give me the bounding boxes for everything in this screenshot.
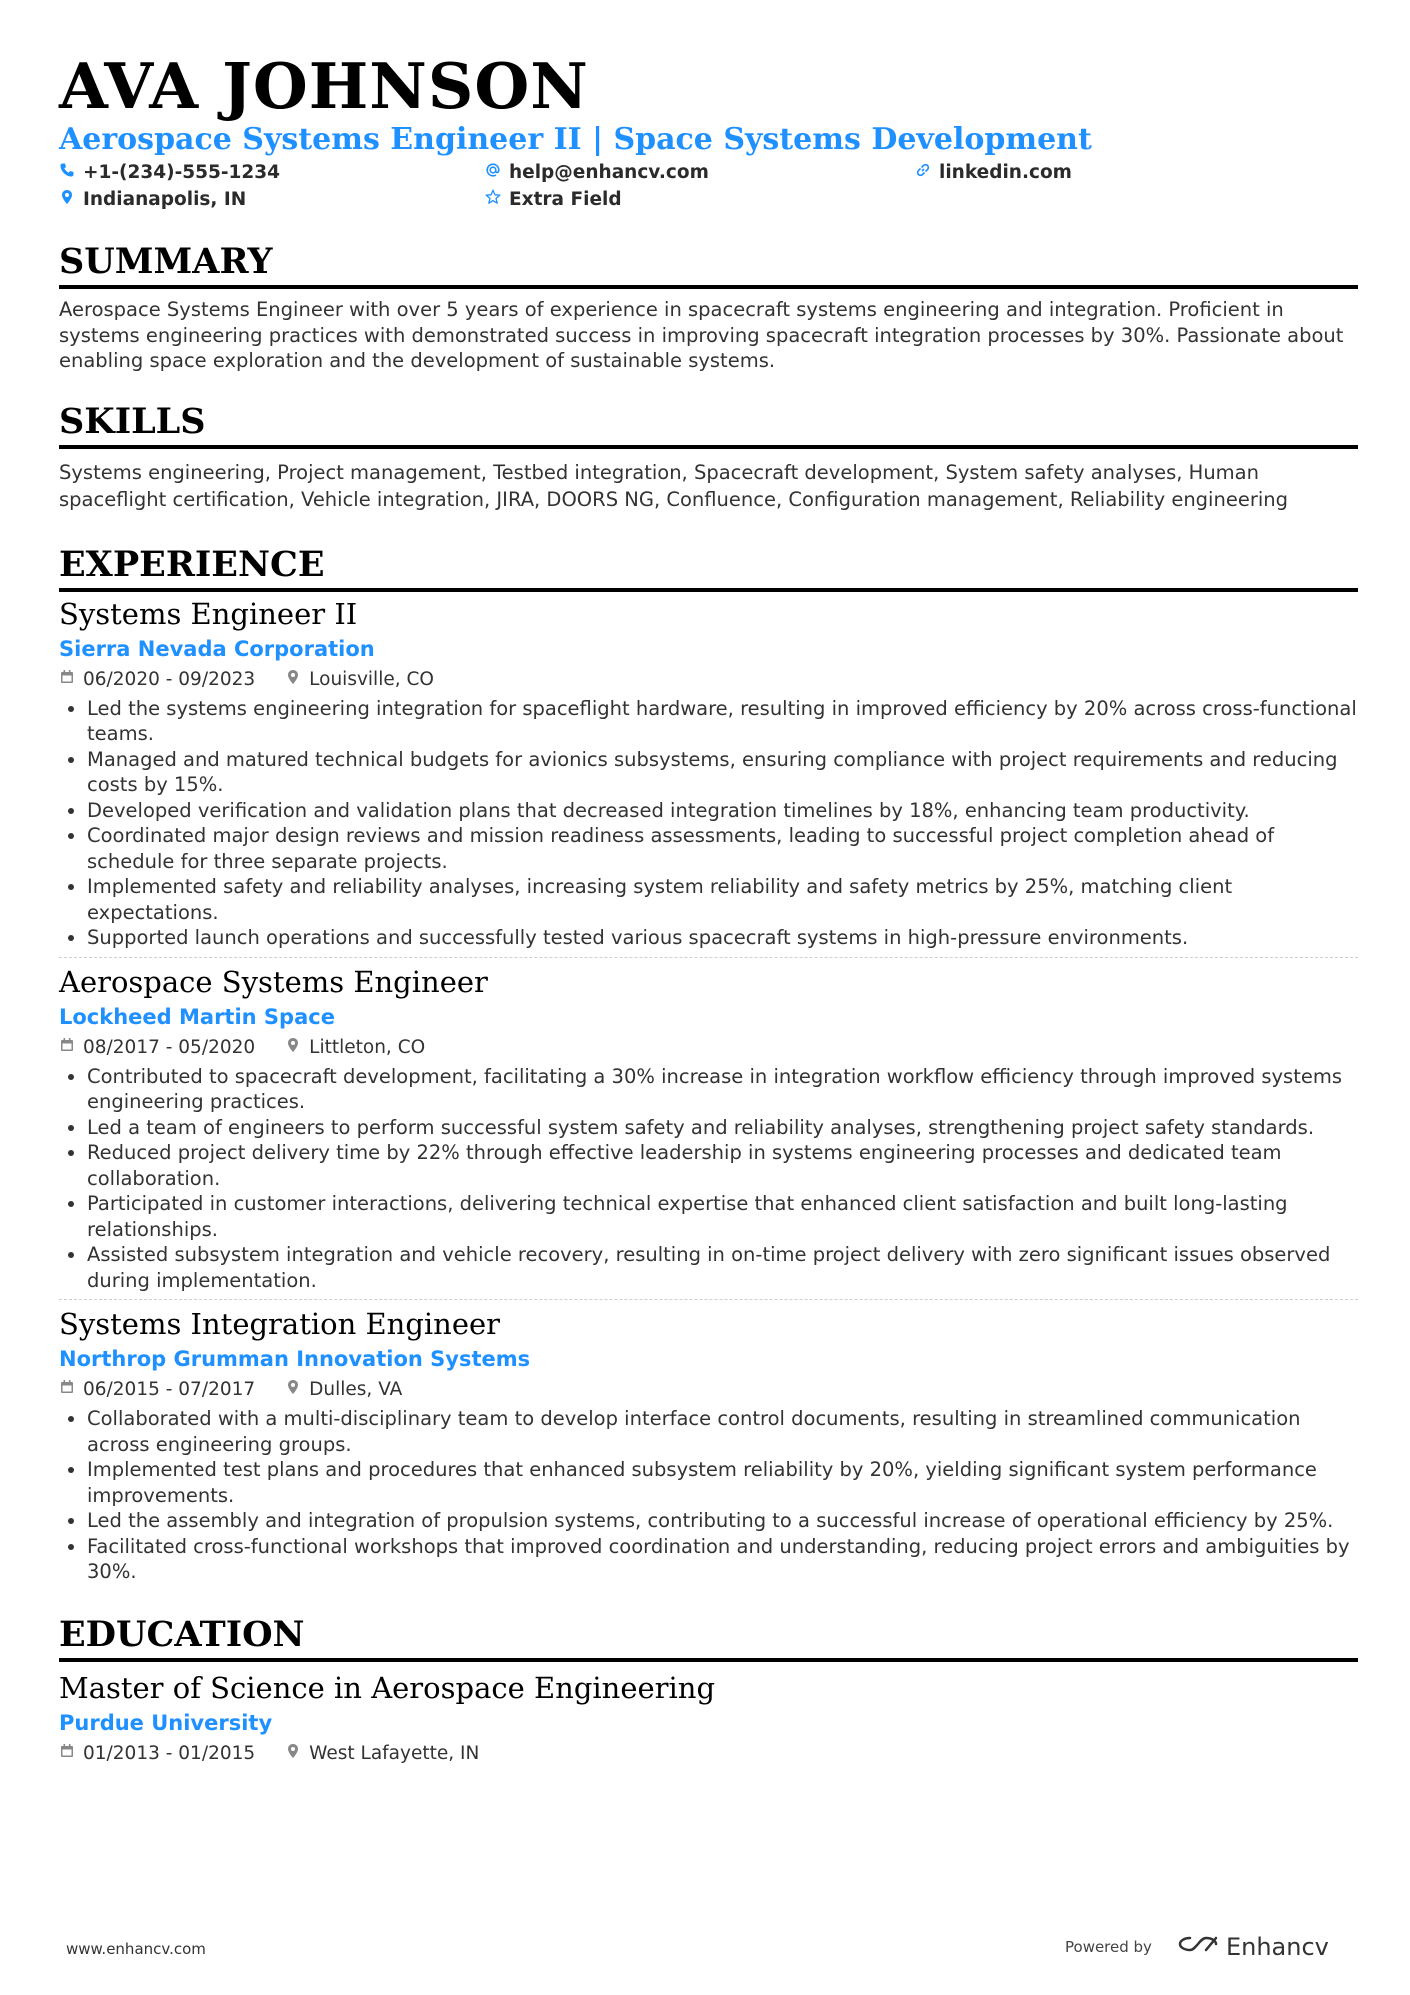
job-divider xyxy=(59,1299,1358,1300)
brand-text: Enhancv xyxy=(1225,1933,1329,1961)
calendar-icon xyxy=(59,666,75,694)
job-company[interactable]: Lockheed Martin Space xyxy=(59,1004,335,1029)
phone-text: +1-(234)-555-1234 xyxy=(83,162,281,183)
candidate-name: AVA JOHNSON xyxy=(59,49,589,123)
education-dates xyxy=(59,1740,255,1768)
bullet-item: • Led a team of engineers to perform successful system safety and reliability analyses, strengthening project safety standards. xyxy=(87,1115,1358,1141)
job-dates xyxy=(59,1034,255,1062)
job-role: Systems Engineer II xyxy=(59,596,358,631)
bullet-item: • Facilitated cross-functional workshops that improved coordination and understanding, reducing project errors and ambiguities by 30%. xyxy=(87,1534,1358,1585)
brand xyxy=(1176,1932,1329,1962)
skills-heading: SKILLS xyxy=(59,400,1358,449)
job-meta xyxy=(59,666,1358,694)
skills-section xyxy=(59,400,1358,513)
experience-heading: EXPERIENCE xyxy=(59,543,1358,592)
footer-website[interactable]: www.enhancv.com xyxy=(66,1940,206,1958)
bullet-item: • Implemented safety and reliability analyses, increasing system reliability and safety metrics by 25%, matching client expectations. xyxy=(87,874,1358,925)
bullet-item: • Coordinated major design reviews and mission readiness assessments, leading to successful project completion ahead of schedule for three separate projects. xyxy=(87,823,1358,874)
candidate-title: Aerospace Systems Engineer II | Space Systems Development xyxy=(59,122,1092,157)
education-school[interactable]: Purdue University xyxy=(59,1710,273,1735)
calendar-icon xyxy=(59,1740,75,1768)
job-location xyxy=(285,1034,425,1062)
contact-info xyxy=(59,162,1358,220)
location-pin-icon xyxy=(285,1034,301,1062)
extra-text: Extra Field xyxy=(509,189,622,210)
link-icon xyxy=(915,162,931,183)
summary-text: Aerospace Systems Engineer with over 5 years of experience in spacecraft systems engineering and integration. Proficient in systems engineering practices with demonstrated success in improving spacecraft integration processes by 30%. Passionate about enabling space exploration and the development of sustainable systems. xyxy=(59,298,1344,372)
job-role: Aerospace Systems Engineer xyxy=(59,964,488,999)
bullet-item: • Managed and matured technical budgets for avionics subsystems, ensuring compliance with project requirements and reducing costs by 15%. xyxy=(87,747,1358,798)
job-dates-text: 08/2017 - 05/2020 xyxy=(83,1036,256,1058)
contact-linkedin[interactable] xyxy=(915,162,1072,183)
contact-phone[interactable] xyxy=(59,162,280,183)
powered-by-label: Powered by xyxy=(1065,1938,1152,1956)
calendar-icon xyxy=(59,1376,75,1404)
contact-email[interactable] xyxy=(485,162,709,183)
education-dates-text: 01/2013 - 01/2015 xyxy=(83,1742,256,1764)
bullet-item: • Developed verification and validation plans that decreased integration timelines by 18%, enhancing team productivity. xyxy=(87,798,1358,824)
job-location-text: Louisville, CO xyxy=(309,668,434,690)
job-meta xyxy=(59,1034,1358,1062)
bullet-item: • Participated in customer interactions, delivering technical expertise that enhanced client satisfaction and built long-lasting relationships. xyxy=(87,1191,1358,1242)
linkedin-text: linkedin.com xyxy=(939,162,1072,183)
job-company[interactable]: Sierra Nevada Corporation xyxy=(59,636,375,661)
bullet-item: • Assisted subsystem integration and vehicle recovery, resulting in on-time project delivery with zero significant issues observed during implementation. xyxy=(87,1242,1358,1293)
job-dates-text: 06/2020 - 09/2023 xyxy=(83,668,256,690)
education-location xyxy=(285,1740,479,1768)
at-icon xyxy=(485,162,501,183)
experience-section xyxy=(59,543,1358,1585)
location-pin-icon xyxy=(285,1740,301,1768)
job-role: Systems Integration Engineer xyxy=(59,1307,501,1341)
job-entry xyxy=(59,1306,1358,1585)
job-bullets xyxy=(59,1064,1358,1294)
location-pin-icon xyxy=(285,1376,301,1404)
education-location-text: West Lafayette, IN xyxy=(309,1742,480,1764)
summary-section xyxy=(59,240,1358,374)
job-location xyxy=(285,666,434,694)
job-bullets xyxy=(59,696,1358,951)
education-meta xyxy=(59,1740,1358,1768)
job-location xyxy=(285,1376,402,1404)
bullet-item: • Led the assembly and integration of propulsion systems, contributing to a successful increase of operational efficiency by 25%. xyxy=(87,1508,1358,1534)
education-heading: EDUCATION xyxy=(59,1613,1358,1662)
footer-branding[interactable] xyxy=(1065,1932,1329,1962)
job-location-text: Dulles, VA xyxy=(309,1379,403,1400)
contact-extra xyxy=(485,189,622,210)
location-text: Indianapolis, IN xyxy=(83,189,247,210)
contact-location xyxy=(59,189,246,210)
job-entry xyxy=(59,596,1358,951)
phone-icon xyxy=(59,162,75,183)
job-entry xyxy=(59,964,1358,1294)
location-pin-icon xyxy=(59,189,75,210)
education-section xyxy=(59,1613,1358,1768)
job-dates xyxy=(59,666,255,694)
email-text: help@enhancv.com xyxy=(509,162,709,183)
bullet-item: • Collaborated with a multi-disciplinary team to develop interface control documents, resulting in streamlined communication across engineering groups. xyxy=(87,1406,1358,1457)
job-company[interactable]: Northrop Grumman Innovation Systems xyxy=(59,1347,531,1371)
bullet-item: • Reduced project delivery time by 22% through effective leadership in systems engineering processes and dedicated team collaboration. xyxy=(87,1140,1358,1191)
job-bullets xyxy=(59,1406,1358,1585)
job-divider xyxy=(59,957,1358,958)
job-location-text: Littleton, CO xyxy=(309,1036,426,1058)
job-dates-text: 06/2015 - 07/2017 xyxy=(83,1379,256,1400)
bullet-item: • Implemented test plans and procedures that enhanced subsystem reliability by 20%, yielding significant system performance improvements. xyxy=(87,1457,1358,1508)
star-icon xyxy=(485,189,501,210)
bullet-item: • Supported launch operations and successfully tested various spacecraft systems in high-pressure environments. xyxy=(87,925,1358,951)
education-degree: Master of Science in Aerospace Engineering xyxy=(59,1670,716,1705)
bullet-item: • Contributed to spacecraft development, facilitating a 30% increase in integration workflow efficiency through improved systems engineering practices. xyxy=(87,1064,1358,1115)
location-pin-icon xyxy=(285,666,301,694)
job-meta xyxy=(59,1376,1358,1404)
resume-page xyxy=(59,46,1358,1768)
bullet-item: • Led the systems engineering integration for spaceflight hardware, resulting in improved efficiency by 20% across cross-functional teams. xyxy=(87,696,1358,747)
summary-heading: SUMMARY xyxy=(59,240,1358,289)
job-dates xyxy=(59,1376,255,1404)
skills-text: Systems engineering, Project management, Testbed integration, Spacecraft development, System safety analyses, Human spaceflight certification, Vehicle integration, JIRA, DOORS NG, Confluence, Configuration management, Reliability engineering xyxy=(59,460,1288,511)
calendar-icon xyxy=(59,1034,75,1062)
enhancv-logo-icon xyxy=(1176,1932,1220,1962)
